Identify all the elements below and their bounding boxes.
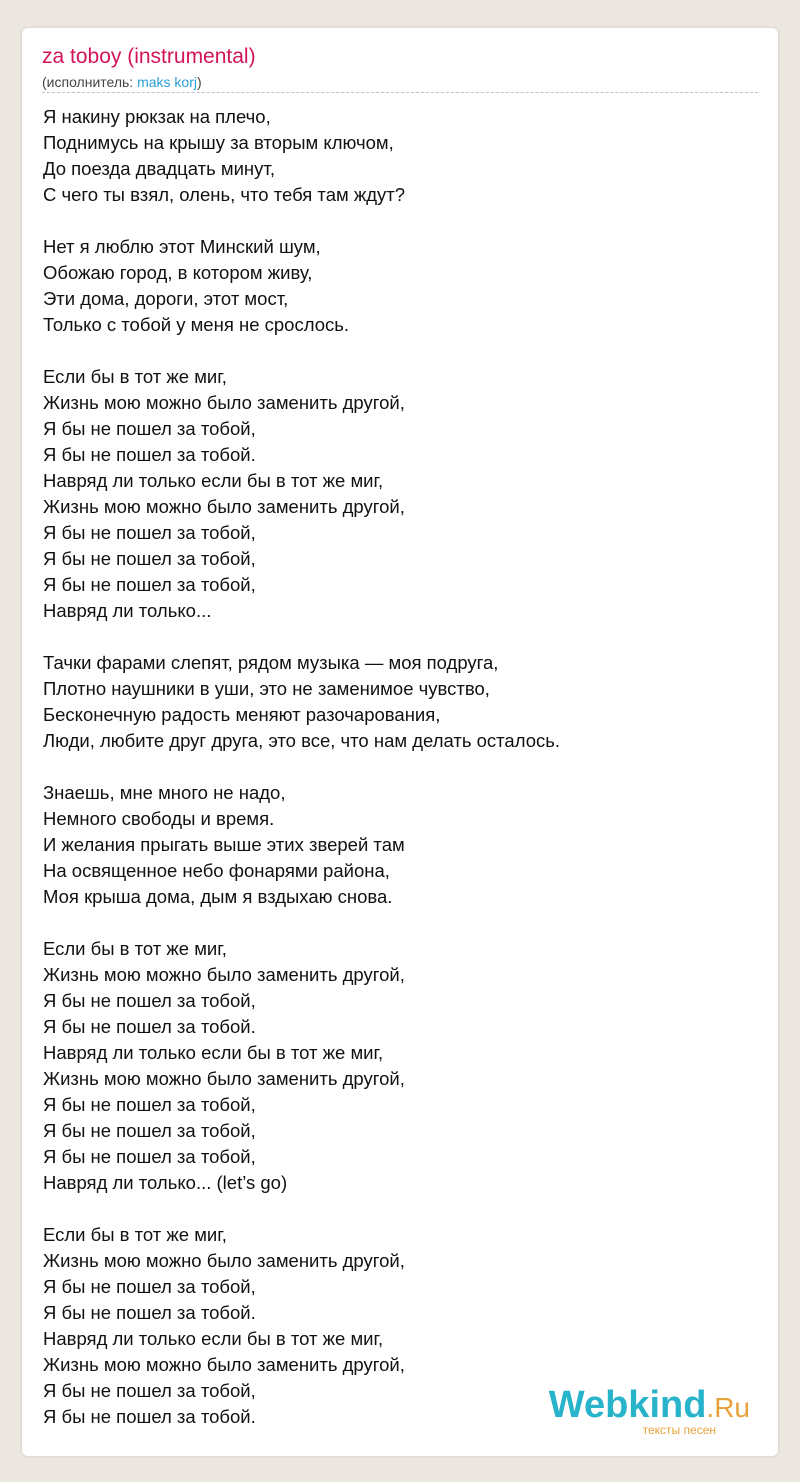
watermark-logo-main: Webkind xyxy=(548,1384,707,1426)
lyric-line: Я бы не пошел за тобой, xyxy=(43,1276,256,1297)
lyric-line: Я бы не пошел за тобой, xyxy=(43,548,256,569)
lyric-line: Я бы не пошел за тобой, xyxy=(43,418,256,439)
lyric-line: Я бы не пошел за тобой. xyxy=(43,444,256,465)
lyric-line: Я бы не пошел за тобой. xyxy=(43,1016,256,1037)
lyric-line: Только с тобой у меня не срослось. xyxy=(43,314,350,335)
lyric-line: Бесконечную радость меняют разочарования, xyxy=(43,704,441,725)
lyric-line: Я бы не пошел за тобой, xyxy=(43,522,256,543)
lyric-line: Если бы в тот же миг, xyxy=(43,366,227,387)
lyric-line: Навряд ли только если бы в тот же миг, xyxy=(43,1328,384,1349)
lyric-line: Я бы не пошел за тобой, xyxy=(43,1094,256,1115)
lyrics-stanza xyxy=(43,780,758,910)
lyric-line: Навряд ли только... xyxy=(43,600,212,621)
lyric-line: С чего ты взял, олень, что тебя там ждут? xyxy=(43,184,406,205)
lyric-line: Если бы в тот же миг, xyxy=(43,1224,227,1245)
lyrics-stanza xyxy=(43,650,758,754)
lyric-line: Я бы не пошел за тобой. xyxy=(43,1302,256,1323)
watermark-subtitle: тексты песен xyxy=(642,1423,716,1437)
watermark-logo-tld: .Ru xyxy=(706,1392,750,1423)
lyrics-stanza xyxy=(43,936,758,1196)
artist-link[interactable]: maks korj xyxy=(137,74,197,90)
lyrics-card xyxy=(22,28,778,1456)
lyrics-body xyxy=(43,104,758,1456)
artist-line xyxy=(42,73,202,91)
watermark-logo xyxy=(549,1386,750,1427)
lyric-line: На освященное небо фонарями района, xyxy=(43,860,390,881)
lyric-line: До поезда двадцать минут, xyxy=(43,158,275,179)
artist-suffix: ) xyxy=(197,74,202,90)
lyrics-stanza xyxy=(43,364,758,624)
lyric-line: Жизнь мою можно было заменить другой, xyxy=(43,496,405,517)
lyric-line: Я бы не пошел за тобой, xyxy=(43,1146,256,1167)
lyric-line: Плотно наушники в уши, это не заменимое чувство, xyxy=(43,678,490,699)
lyric-line: Жизнь мою можно было заменить другой, xyxy=(43,1250,405,1271)
lyric-line: Жизнь мою можно было заменить другой, xyxy=(43,1354,405,1375)
lyric-line: Я бы не пошел за тобой, xyxy=(43,990,256,1011)
lyrics-stanza xyxy=(43,104,758,208)
lyric-line: Навряд ли только если бы в тот же миг, xyxy=(43,1042,384,1063)
lyric-line: Я накину рюкзак на плечо, xyxy=(43,106,271,127)
lyric-line: Нет я люблю этот Минский шум, xyxy=(43,236,321,257)
lyric-line: Я бы не пошел за тобой, xyxy=(43,1380,256,1401)
lyric-line: Люди, любите друг друга, это все, что нам делать осталось. xyxy=(43,730,561,751)
lyric-line: Я бы не пошел за тобой. xyxy=(43,1406,256,1427)
lyric-line: Поднимусь на крышу за вторым ключом, xyxy=(43,132,394,153)
lyric-line: Обожаю город, в котором живу, xyxy=(43,262,313,283)
lyric-line: Жизнь мою можно было заменить другой, xyxy=(43,1068,405,1089)
lyric-line: Немного свободы и время. xyxy=(43,808,275,829)
artist-prefix: (исполнитель: xyxy=(42,74,138,90)
lyric-line: Эти дома, дороги, этот мост, xyxy=(43,288,289,309)
song-title: za toboy (instrumental) xyxy=(42,45,256,68)
lyric-line: Если бы в тот же миг, xyxy=(43,938,227,959)
lyric-line: Знаешь, мне много не надо, xyxy=(43,782,286,803)
lyric-line: И желания прыгать выше этих зверей там xyxy=(43,834,405,855)
site-watermark xyxy=(549,1386,750,1436)
lyric-line: Я бы не пошел за тобой, xyxy=(43,574,256,595)
lyric-line: Моя крыша дома, дым я вздыхаю снова. xyxy=(43,886,393,907)
lyrics-stanza xyxy=(43,234,758,338)
lyric-line: Жизнь мою можно было заменить другой, xyxy=(43,392,405,413)
lyric-line: Тачки фарами слепят, рядом музыка — моя подруга, xyxy=(43,652,499,673)
lyric-line: Навряд ли только... (let’s go) xyxy=(43,1172,288,1193)
lyric-line: Жизнь мою можно было заменить другой, xyxy=(43,964,405,985)
header-divider xyxy=(42,92,758,93)
lyric-line: Навряд ли только если бы в тот же миг, xyxy=(43,470,384,491)
lyric-line: Я бы не пошел за тобой, xyxy=(43,1120,256,1141)
